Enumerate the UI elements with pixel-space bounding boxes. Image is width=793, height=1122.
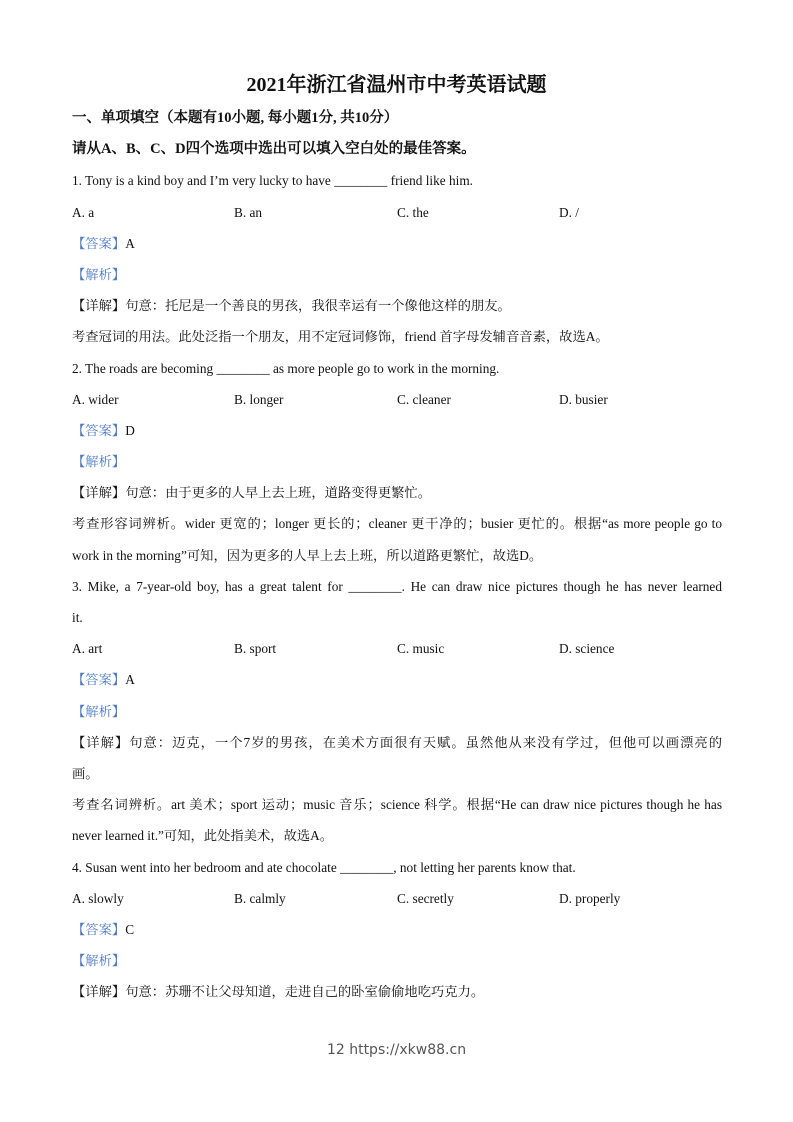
detail-line-text: 句意：由于更多的人早上去上班，道路变得更繁忙。 (125, 485, 432, 501)
question-stem-text: 4. Susan went into her bedroom and ate chocolate ________, not letting her parents know that. (72, 859, 576, 875)
answer-line (72, 415, 722, 446)
answer-tag: 【答案】 (72, 235, 126, 251)
answer-tag: 【答案】 (72, 422, 126, 438)
options-row (72, 883, 722, 914)
question-stem-text: 2. The roads are becoming ________ as more people go to work in the morning. (72, 360, 500, 376)
question-stem (72, 353, 722, 384)
question-stem-text: 3. Mike, a 7-year-old boy, has a great talent for ________. He can draw nice pictures though he has never learned (72, 578, 722, 594)
analysis-line (72, 945, 722, 976)
options-row (72, 197, 722, 228)
option-d: D. science (559, 641, 615, 657)
analysis-line (72, 696, 722, 727)
answer-tag: 【答案】 (72, 921, 126, 937)
question-stem-text: it. (72, 610, 83, 625)
analysis-tag: 【解析】 (72, 454, 126, 470)
document-body (72, 103, 722, 1007)
option-b: B. calmly (234, 890, 286, 906)
explanation-line (72, 789, 722, 820)
analysis-tag: 【解析】 (72, 703, 126, 719)
detail-line-text: 句意：迈克，一个7岁的男孩，在美术方面很有天赋。虽然他从来没有学过，但他可以画漂亮的 (129, 734, 722, 750)
option-c: C. music (397, 641, 445, 657)
option-d: D. / (559, 204, 579, 220)
explanation-line-text: 考查形容词辨析。wider 更宽的；longer 更长的；cleaner 更干净的；busier 更忙的。根据“as more people go to (72, 516, 722, 532)
answer-line (72, 914, 722, 945)
instruction: 请从A、B、C、D四个选项中选出可以填入空白处的最佳答案。 (72, 141, 476, 158)
explanation-line-text: work in the morning”可知，因为更多的人早上去上班，所以道路更繁忙，故选D。 (72, 547, 543, 563)
question-stem (72, 602, 722, 633)
question-stem (72, 852, 722, 883)
option-b: B. an (234, 204, 263, 220)
page-footer: 12 https://xkw88.cn (326, 1042, 467, 1058)
detail-line (72, 976, 722, 1007)
option-d: D. busier (559, 391, 608, 407)
question-stem (72, 165, 722, 196)
analysis-tag: 【解析】 (72, 953, 126, 969)
explanation-line (72, 321, 722, 352)
detail-line (72, 290, 722, 321)
option-b: B. sport (234, 641, 277, 657)
answer-tag: 【答案】 (72, 672, 126, 688)
explanation-line-text: never learned it.”可知，此处指美术，故选A。 (72, 828, 334, 844)
detail-line (72, 758, 722, 789)
explanation-line-text: 考查名词辨析。art 美术；sport 运动；music 音乐；science 科学。根据“He can draw nice pictures though he has (72, 797, 722, 813)
option-c: C. the (397, 204, 429, 220)
page-title: 2021年浙江省温州市中考英语试题 (246, 74, 547, 96)
detail-line-tag: 【详解】 (72, 485, 126, 501)
option-a: A. slowly (72, 890, 124, 906)
options-row (72, 384, 722, 415)
question-stem-text: 1. Tony is a kind boy and I’m very lucky to have ________ friend like him. (72, 173, 473, 189)
detail-line (72, 477, 722, 508)
question-stem (72, 571, 722, 602)
answer-line (72, 228, 722, 259)
explanation-line-text: 考查冠词的用法。此处泛指一个朋友，用不定冠词修饰，friend 首字母发辅音音素，故选A。 (72, 329, 609, 345)
option-c: C. secretly (397, 890, 454, 906)
detail-line-tag: 【详解】 (72, 984, 126, 1000)
option-b: B. longer (234, 391, 284, 407)
answer-value: A (125, 672, 135, 688)
analysis-tag: 【解析】 (72, 266, 126, 282)
option-a: A. a (72, 204, 95, 220)
explanation-line (72, 540, 722, 571)
option-d: D. properly (559, 890, 621, 906)
detail-line (72, 727, 722, 758)
section-heading: 一、单项填空（本题有10小题, 每小题1分, 共10分） (72, 110, 399, 126)
answer-value: A (125, 235, 135, 251)
explanation-line (72, 508, 722, 539)
answer-line (72, 664, 722, 695)
detail-line-text: 句意：苏珊不让父母知道，走进自己的卧室偷偷地吃巧克力。 (125, 984, 485, 1000)
explanation-line (72, 820, 722, 851)
detail-line-text: 句意：托尼是一个善良的男孩，我很幸运有一个像他这样的朋友。 (125, 298, 511, 314)
option-a: A. art (72, 641, 103, 657)
analysis-line (72, 446, 722, 477)
option-c: C. cleaner (397, 391, 451, 407)
detail-line-text: 画。 (72, 765, 99, 781)
answer-value: D (125, 422, 135, 438)
answer-value: C (125, 921, 135, 937)
options-row (72, 633, 722, 664)
detail-line-tag: 【详解】 (72, 298, 126, 314)
detail-line-tag: 【详解】 (72, 734, 130, 750)
analysis-line (72, 259, 722, 290)
option-a: A. wider (72, 391, 119, 407)
